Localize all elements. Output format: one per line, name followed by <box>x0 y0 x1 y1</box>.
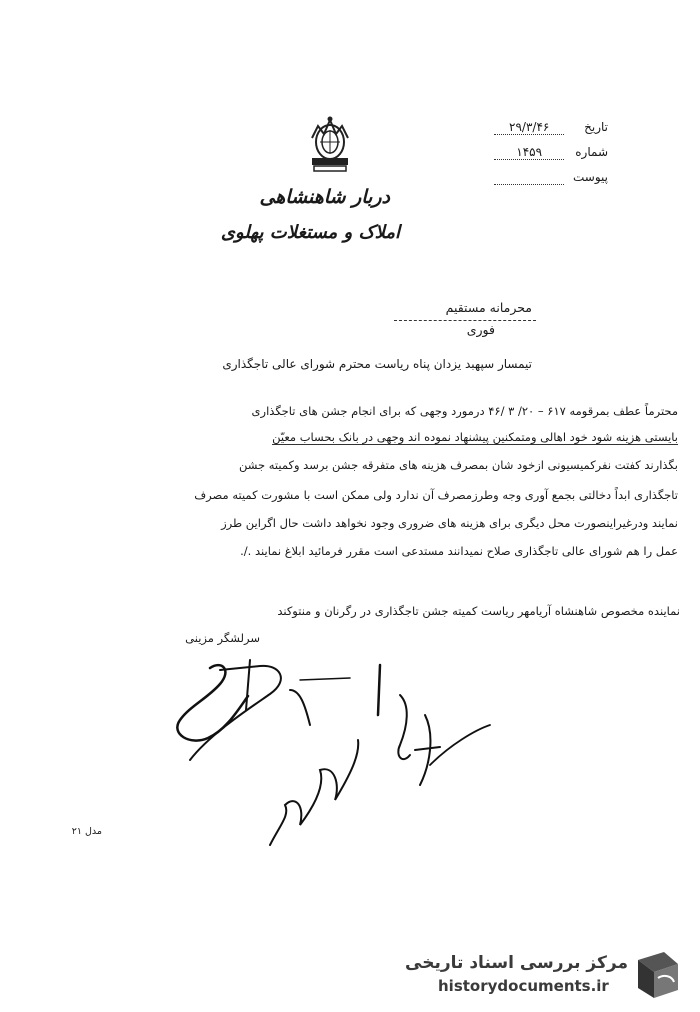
signer-title: سرلشگر مزینی <box>185 631 260 645</box>
body-line-2: بایستی هزینه شود خود اهالی ومتمکنین پیشنهاد نموده اند وجهی در بانک بحساب معیّن <box>272 430 678 444</box>
confidential-label: محرمانه مستقیم <box>445 300 532 315</box>
closing-line: نماینده مخصوص شاهنشاه آریامهر ریاست کمیته جشن تاجگذاری در رگرنان و منتوکند <box>277 604 680 618</box>
confidential-rule <box>394 320 536 321</box>
body-line-1: محترماً عطف بمرقومه ۶۱۷ – ۲۰/ ۳ /۴۶ درمورد وجهی که برای انجام جشن های تاجگذاری <box>251 404 678 418</box>
body-line-4: تاجگذاری ابداً دخالتی بجمع آوری وجه وطرزمصرف آن ندارد ولی ممکن است با مشورت کمیته مصرف <box>194 488 678 502</box>
attachment-row <box>478 170 608 185</box>
number-label: شماره <box>575 145 608 159</box>
form-code: مدل ۲۱ <box>71 826 102 837</box>
body-line-5: نمایند ودرغیراینصورت محل دیگری برای هزینه های ضروری وجود نخواهد داشت حال اگراین طرز <box>221 516 678 530</box>
body-line-3: بگذارند کفتت نفرکمیسیونی ازخود شان بمصرف هزینه های متفرقه جشن برسد وکمیته جشن <box>238 458 678 472</box>
date-row <box>478 120 608 135</box>
urgency-label: فوری <box>466 322 495 337</box>
attachment-label: پیوست <box>573 170 608 184</box>
date-value: ۲۹/۳/۴۶ <box>494 120 564 135</box>
handwritten-note-icon <box>250 655 510 855</box>
addressee: تیمسار سپهبد یزدان پناه ریاست محترم شورای عالی تاجگذاری <box>222 357 532 371</box>
number-row <box>478 145 608 160</box>
date-label: تاریخ <box>584 120 608 134</box>
court-name: دربار شاهنشاهی <box>259 186 390 208</box>
archive-logo-icon <box>634 950 682 1002</box>
watermark-url: historydocuments.ir <box>438 977 609 995</box>
number-value: ۱۴۵۹ <box>494 145 564 160</box>
department-name: املاک و مستغلات پهلوی <box>220 222 400 243</box>
crown-emblem-icon <box>300 114 360 176</box>
attachment-value <box>494 170 564 185</box>
watermark-title: مرکز بررسی اسناد تاریخی <box>405 953 628 973</box>
body-line-6: عمل را هم شورای عالی تاجگذاری صلاح نمیدانند مستدعی است مقرر فرمائید ابلاغ نمایند ./. <box>240 544 678 558</box>
